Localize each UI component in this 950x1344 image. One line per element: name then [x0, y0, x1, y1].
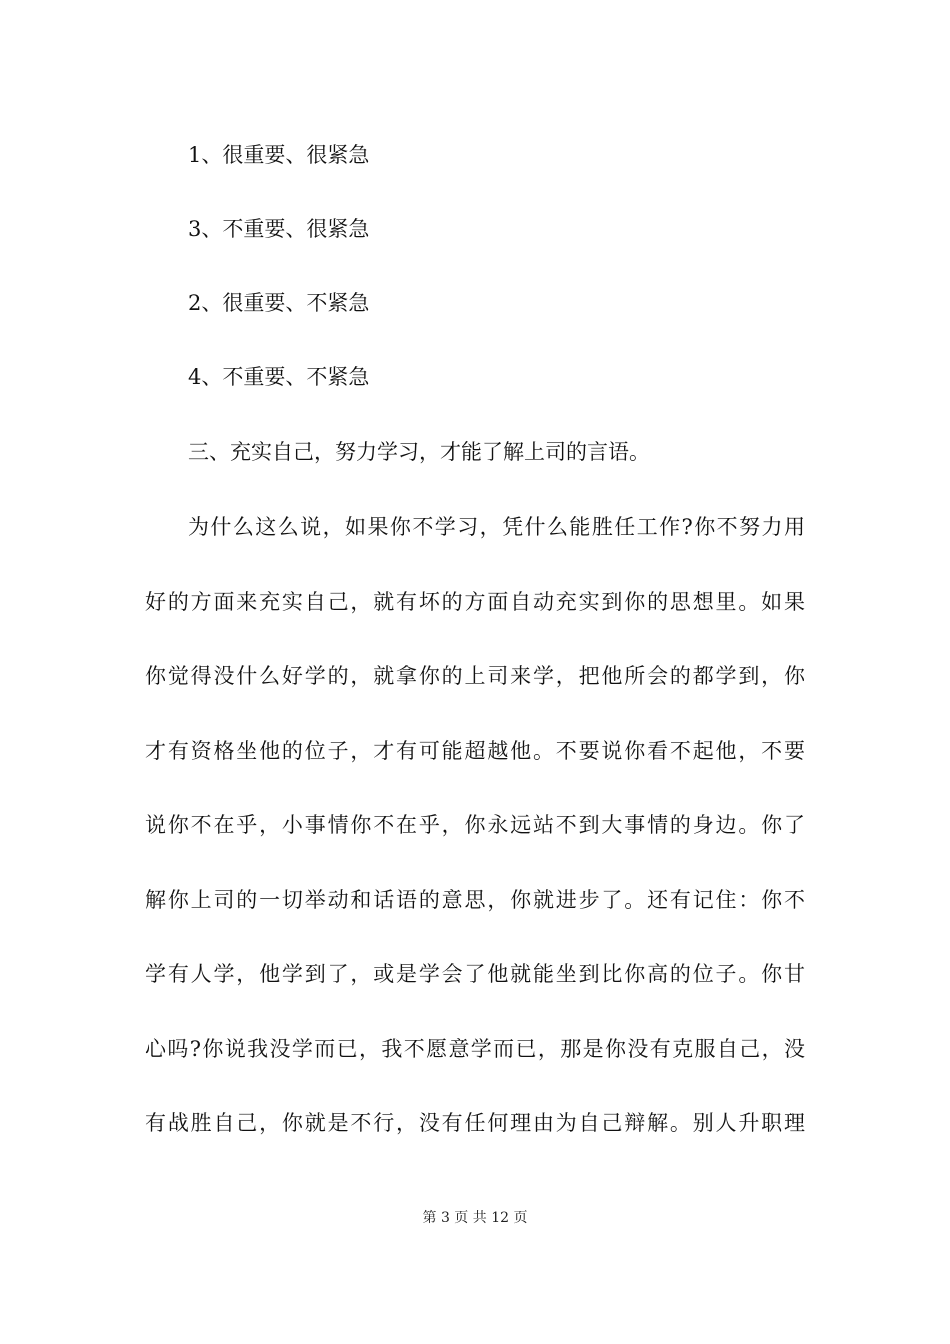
paragraph-line: 才有资格坐他的位子，才有可能超越他。不要说你看不起他，不要: [145, 739, 805, 763]
paragraph-line: 说你不在乎，小事情你不在乎，你永远站不到大事情的身边。你了: [145, 813, 805, 837]
paragraph-line: 你觉得没什么好学的，就拿你的上司来学，把他所会的都学到，你: [145, 664, 805, 688]
section-heading: 三、充实自己，努力学习，才能了解上司的言语。: [188, 440, 650, 464]
list-item: 2、很重要、不紧急: [188, 291, 370, 315]
paragraph-line: 心吗?你说我没学而已，我不愿意学而已，那是你没有克服自己，没: [145, 1037, 805, 1061]
list-item: 4、不重要、不紧急: [188, 365, 370, 389]
paragraph-line: 为什么这么说，如果你不学习，凭什么能胜任工作?你不努力用: [188, 515, 805, 539]
paragraph-line: 有战胜自己，你就是不行，没有任何理由为自己辩解。别人升职理: [145, 1111, 805, 1135]
page-number-footer: 第 3 页 共 12 页: [422, 1210, 528, 1226]
paragraph-line: 解你上司的一切举动和话语的意思，你就进步了。还有记住：你不: [145, 888, 805, 912]
list-item: 1、很重要、很紧急: [188, 143, 370, 167]
paragraph-line: 学有人学，他学到了，或是学会了他就能坐到比你高的位子。你甘: [145, 962, 805, 986]
paragraph-line: 好的方面来充实自己，就有坏的方面自动充实到你的思想里。如果: [145, 590, 805, 614]
list-item: 3、不重要、很紧急: [188, 217, 370, 241]
